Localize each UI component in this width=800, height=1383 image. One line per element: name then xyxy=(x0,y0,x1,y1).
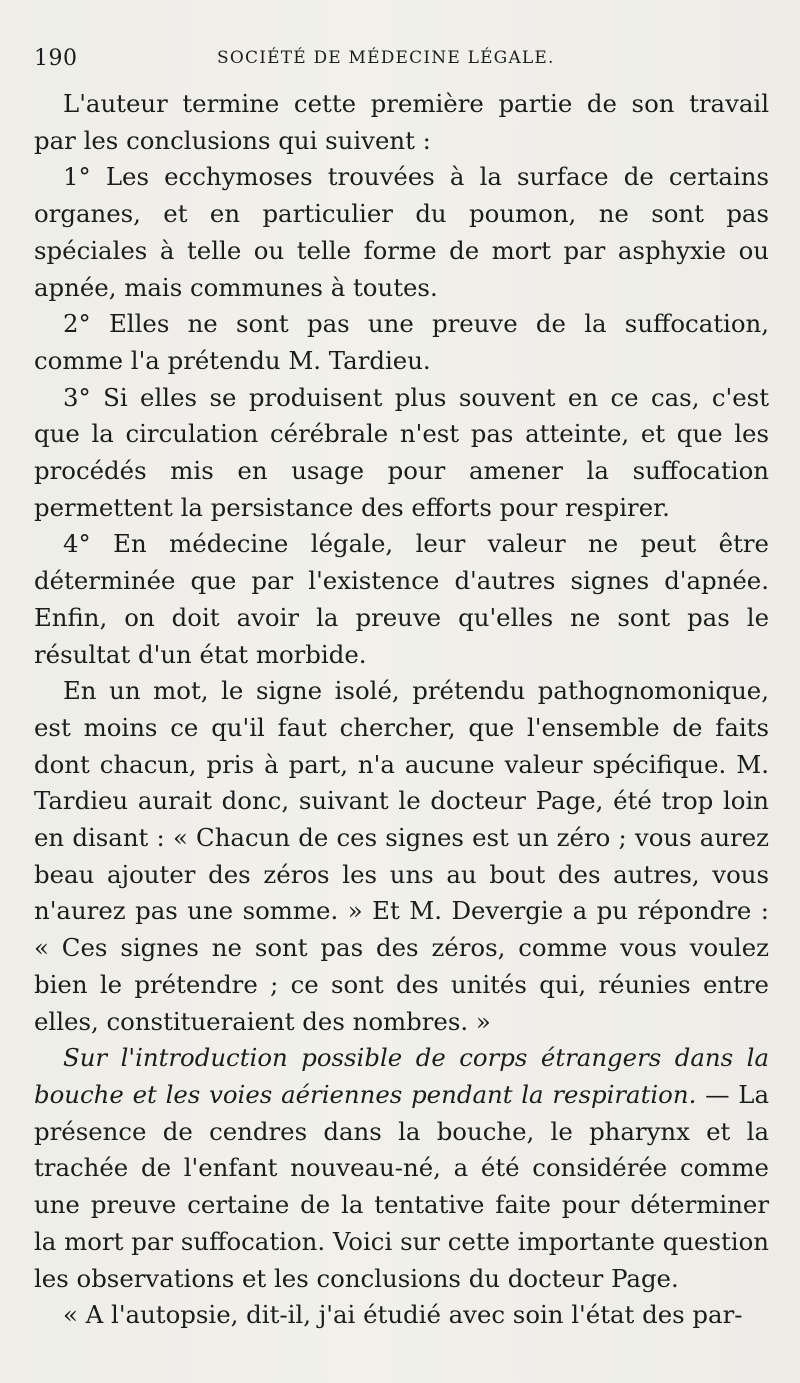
quoted-paragraph: « A l'autopsie, dit-il, j'ai étudié avec soin l'état des par- xyxy=(63,1300,743,1330)
page-number: 190 xyxy=(34,46,78,71)
section-text: — La présence de cendres dans la bouche, le pharynx et la trachée de l'enfant nouveau-né, a été considérée comme une preuve certaine de la tentative faite pour déterminer la mort par suffocation. Voici sur cette importante question les observations et les conclusions du docteur Page. xyxy=(34,1079,769,1293)
page-body xyxy=(34,86,769,1358)
conclusion-1: 1° Les ecchymoses trouvées à la surface de certains organes, et en particulier du poumon, ne sont pas spéciales à telle ou telle forme de mort par asphyxie ou apnée, mais communes à toutes. xyxy=(34,162,769,302)
running-title: SOCIÉTÉ DE MÉDECINE LÉGALE. xyxy=(217,48,555,68)
conclusion-4: 4° En médecine légale, leur valeur ne peut être déterminée que par l'existence d'autres signes d'apnée. Enfin, on doit avoir la preuve qu'elles ne sont pas le résultat d'un état morbide. xyxy=(34,529,769,669)
conclusion-2: 2° Elles ne sont pas une preuve de la suffocation, comme l'a prétendu M. Tardieu. xyxy=(34,309,769,375)
page-header xyxy=(34,40,594,76)
intro-paragraph: L'auteur termine cette première partie de son travail par les conclusions qui suivent : xyxy=(34,89,769,155)
conclusion-3: 3° Si elles se produisent plus souvent en ce cas, c'est que la circulation cérébrale n'est pas atteinte, et que les procédés mis en usage pour amener la suffocation permettent la persistance des efforts pour respirer. xyxy=(34,382,769,522)
section-paragraph xyxy=(34,1040,769,1297)
summary-paragraph: En un mot, le signe isolé, prétendu pathognomonique, est moins ce qu'il faut chercher, que l'ensemble de faits dont chacun, pris à part, n'a aucune valeur spécifique. M. Tardieu aurait donc, suivant le docteur Page, été trop loin en disant : « Chacun de ces signes est un zéro ; vous aurez beau ajouter des zéros les uns au bout des autres, vous n'aurez pas une somme. » Et M. Devergie a pu répondre : « Ces signes ne sont pas des zéros, comme vous voulez bien le prétendre ; ce sont des unités qui, réunies entre elles, constitueraient des nombres. » xyxy=(34,676,769,1036)
section-title: Sur l'introduction possible de corps étrangers dans la bouche et les voies aériennes pendant la respiration. xyxy=(34,1043,769,1109)
